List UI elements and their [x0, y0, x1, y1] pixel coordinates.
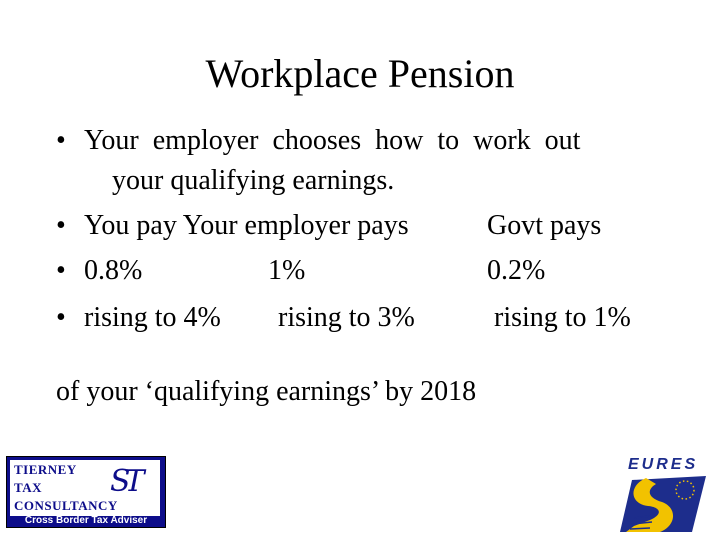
bullet-4-employee: rising to 4% [84, 302, 221, 333]
bullet-3-employee: 0.8% [84, 255, 143, 286]
bullet-2-col-2: Govt pays [487, 210, 602, 241]
bullet-4-employer: rising to 3% [278, 302, 415, 333]
logo-word-2: TAX [14, 480, 42, 495]
eures-emblem-icon [620, 456, 710, 532]
qualifying-earnings-note: of your ‘qualifying earnings’ by 2018 [56, 376, 477, 407]
bullet-3-govt: 0.2% [487, 255, 546, 286]
eures-wordmark: EURES [628, 456, 699, 473]
bullet-4-govt: rising to 1% [494, 302, 631, 333]
bullet-1-line-1: Your employer chooses how to work out [84, 125, 581, 156]
bullet-marker: • [56, 210, 66, 241]
bullet-marker: • [56, 125, 66, 156]
logo-panel [10, 460, 160, 516]
tierney-tax-consultancy-logo [6, 456, 166, 528]
bullet-marker: • [56, 255, 66, 286]
logo-word-3: CONSULTANCY [14, 498, 118, 513]
monogram-icon: ST [110, 464, 139, 499]
bullet-3-employer: 1% [268, 255, 306, 286]
logo-tagline: Cross Border Tax Adviser [24, 515, 148, 526]
bullet-2-col-1: You pay Your employer pays [84, 210, 409, 241]
eures-logo [620, 456, 710, 532]
slide-title: Workplace Pension [205, 51, 515, 96]
logo-word-1: TIERNEY [14, 462, 77, 477]
bullet-marker: • [56, 302, 66, 333]
bullet-1-line-2: your qualifying earnings. [112, 165, 395, 196]
